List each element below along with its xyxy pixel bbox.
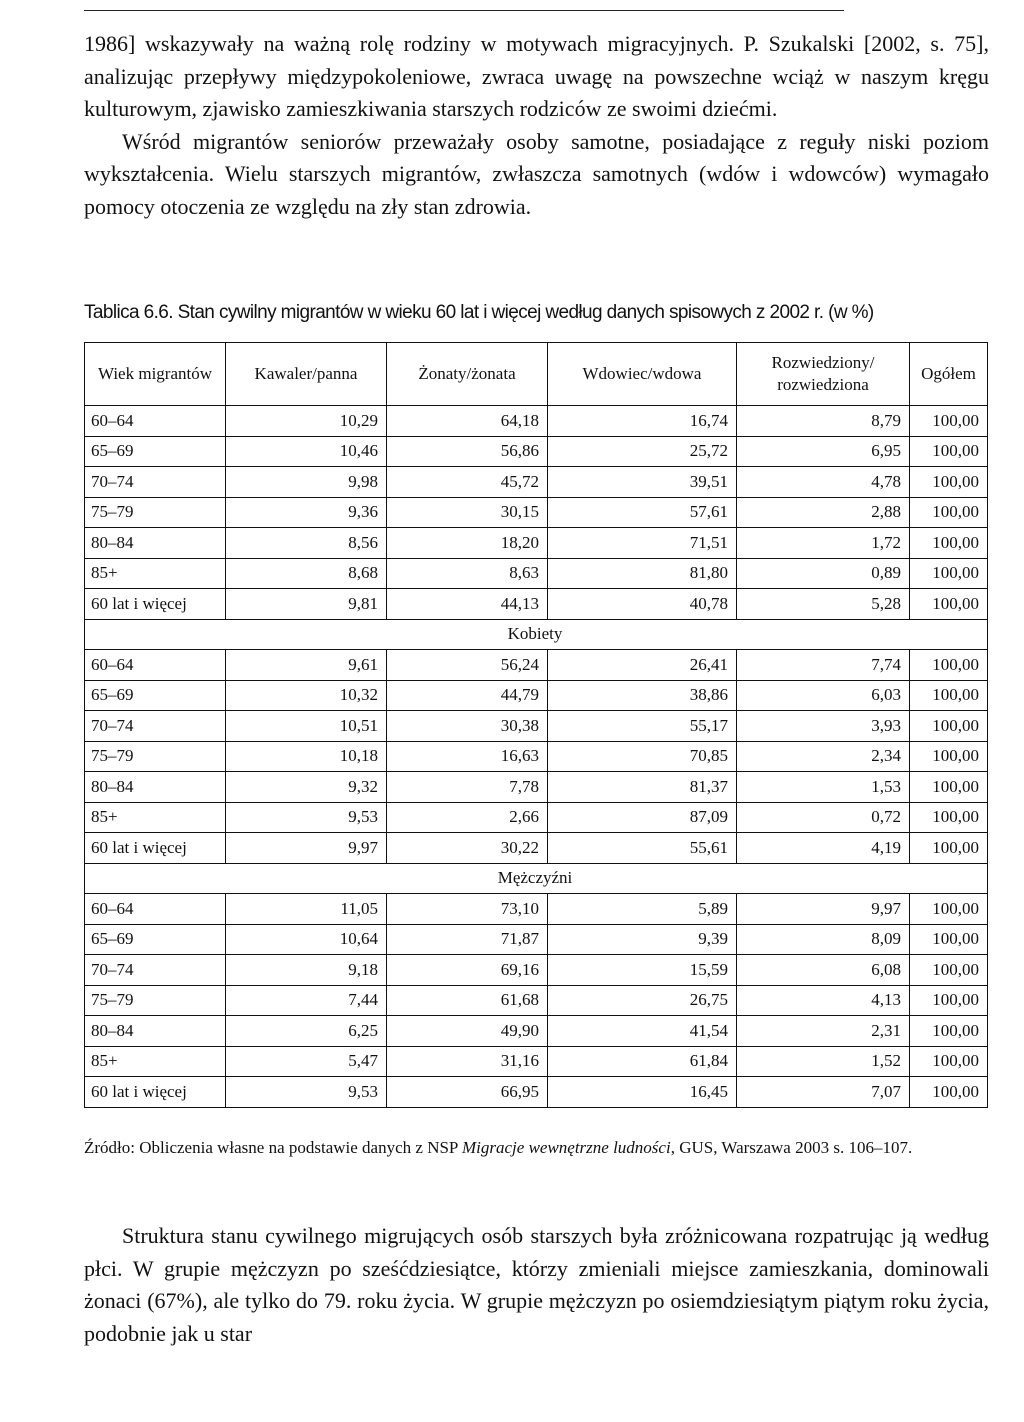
value-cell: 100,00 — [910, 924, 988, 955]
age-cell: 80–84 — [85, 1016, 226, 1047]
value-cell: 100,00 — [910, 711, 988, 742]
value-cell: 5,28 — [737, 589, 910, 620]
value-cell: 4,19 — [737, 833, 910, 864]
age-cell: 85+ — [85, 802, 226, 833]
table-row — [85, 1077, 988, 1108]
table-row — [85, 924, 988, 955]
value-cell: 39,51 — [548, 467, 737, 498]
value-cell: 100,00 — [910, 1016, 988, 1047]
value-cell: 100,00 — [910, 1077, 988, 1108]
value-cell: 61,68 — [387, 985, 548, 1016]
table-row — [85, 1046, 988, 1077]
age-cell: 75–79 — [85, 497, 226, 528]
header-divorced: Rozwiedziony/ rozwiedziona — [737, 343, 910, 406]
value-cell: 73,10 — [387, 894, 548, 925]
paragraph-1a: 1986] wskazywały na ważną rolę rodziny w motywach migracyjnych. P. Szukalski [2002, s. 75], analizując przepływy międzypokoleniowe, zwraca uwagę na powszechne wciąż w naszym kręgu kulturowym, zjawisko zamieszkiwania starszych rodziców ze swoimi dziećmi. — [84, 31, 989, 121]
table-row — [85, 467, 988, 498]
value-cell: 26,41 — [548, 650, 737, 681]
table-row — [85, 894, 988, 925]
age-cell: 65–69 — [85, 680, 226, 711]
value-cell: 8,68 — [226, 558, 387, 589]
value-cell: 16,74 — [548, 406, 737, 437]
table-row — [85, 406, 988, 437]
table-row — [85, 1016, 988, 1047]
value-cell: 100,00 — [910, 772, 988, 803]
value-cell: 38,86 — [548, 680, 737, 711]
age-cell: 60 lat i więcej — [85, 833, 226, 864]
value-cell: 9,53 — [226, 1077, 387, 1108]
table-row — [85, 650, 988, 681]
value-cell: 44,79 — [387, 680, 548, 711]
table-row — [85, 833, 988, 864]
section-label: Mężczyźni — [85, 863, 988, 894]
table-row — [85, 772, 988, 803]
value-cell: 9,97 — [737, 894, 910, 925]
value-cell: 87,09 — [548, 802, 737, 833]
table-body — [85, 406, 988, 1108]
header-married: Żonaty/żonata — [387, 343, 548, 406]
age-cell: 70–74 — [85, 955, 226, 986]
section-label: Kobiety — [85, 619, 988, 650]
age-cell: 60 lat i więcej — [85, 1077, 226, 1108]
value-cell: 8,56 — [226, 528, 387, 559]
value-cell: 100,00 — [910, 741, 988, 772]
value-cell: 3,93 — [737, 711, 910, 742]
value-cell: 9,98 — [226, 467, 387, 498]
value-cell: 8,63 — [387, 558, 548, 589]
table-header-row — [85, 343, 988, 406]
value-cell: 31,16 — [387, 1046, 548, 1077]
value-cell: 30,22 — [387, 833, 548, 864]
age-cell: 75–79 — [85, 985, 226, 1016]
value-cell: 66,95 — [387, 1077, 548, 1108]
value-cell: 57,61 — [548, 497, 737, 528]
value-cell: 10,51 — [226, 711, 387, 742]
value-cell: 10,18 — [226, 741, 387, 772]
value-cell: 56,24 — [387, 650, 548, 681]
age-cell: 60–64 — [85, 650, 226, 681]
table-row — [85, 680, 988, 711]
intro-paragraphs — [84, 28, 989, 223]
header-rule — [84, 10, 844, 11]
value-cell: 4,13 — [737, 985, 910, 1016]
age-cell: 85+ — [85, 558, 226, 589]
table-row — [85, 589, 988, 620]
value-cell: 81,37 — [548, 772, 737, 803]
value-cell: 8,79 — [737, 406, 910, 437]
value-cell: 100,00 — [910, 528, 988, 559]
value-cell: 4,78 — [737, 467, 910, 498]
value-cell: 100,00 — [910, 985, 988, 1016]
value-cell: 100,00 — [910, 467, 988, 498]
value-cell: 5,47 — [226, 1046, 387, 1077]
value-cell: 2,88 — [737, 497, 910, 528]
table-row — [85, 528, 988, 559]
value-cell: 6,95 — [737, 436, 910, 467]
paragraph-1b: Wśród migrantów seniorów przeważały osoby samotne, posiadające z reguły niski poziom wykształcenia. Wielu starszych migrantów, zwłaszcza samotnych (wdów i wdowców) wymagało pomocy otoczenia ze względu na zły stan zdrowia. — [84, 128, 989, 219]
source-prefix: Źródło: Obliczenia własne na podstawie danych z NSP — [84, 1138, 462, 1157]
value-cell: 2,31 — [737, 1016, 910, 1047]
table-row — [85, 802, 988, 833]
table-row — [85, 497, 988, 528]
table-row — [85, 741, 988, 772]
value-cell: 56,86 — [387, 436, 548, 467]
value-cell: 7,07 — [737, 1077, 910, 1108]
value-cell: 9,53 — [226, 802, 387, 833]
value-cell: 2,66 — [387, 802, 548, 833]
value-cell: 40,78 — [548, 589, 737, 620]
table-row — [85, 711, 988, 742]
header-single: Kawaler/panna — [226, 343, 387, 406]
value-cell: 61,84 — [548, 1046, 737, 1077]
value-cell: 6,08 — [737, 955, 910, 986]
value-cell: 49,90 — [387, 1016, 548, 1047]
value-cell: 1,72 — [737, 528, 910, 559]
section-row — [85, 619, 988, 650]
value-cell: 16,63 — [387, 741, 548, 772]
marital-status-table — [84, 342, 988, 1108]
value-cell: 9,61 — [226, 650, 387, 681]
value-cell: 55,61 — [548, 833, 737, 864]
age-cell: 60–64 — [85, 406, 226, 437]
value-cell: 6,03 — [737, 680, 910, 711]
value-cell: 71,51 — [548, 528, 737, 559]
value-cell: 55,17 — [548, 711, 737, 742]
value-cell: 9,32 — [226, 772, 387, 803]
value-cell: 30,38 — [387, 711, 548, 742]
value-cell: 100,00 — [910, 1046, 988, 1077]
value-cell: 70,85 — [548, 741, 737, 772]
value-cell: 100,00 — [910, 436, 988, 467]
value-cell: 81,80 — [548, 558, 737, 589]
age-cell: 70–74 — [85, 711, 226, 742]
age-cell: 65–69 — [85, 924, 226, 955]
value-cell: 7,74 — [737, 650, 910, 681]
value-cell: 100,00 — [910, 497, 988, 528]
value-cell: 100,00 — [910, 833, 988, 864]
table-row — [85, 558, 988, 589]
value-cell: 9,39 — [548, 924, 737, 955]
table-caption: Tablica 6.6. Stan cywilny migrantów w wieku 60 lat i więcej według danych spisowych z 2002 r. (w %) — [84, 302, 874, 323]
value-cell: 100,00 — [910, 650, 988, 681]
header-age: Wiek migrantów — [85, 343, 226, 406]
value-cell: 100,00 — [910, 802, 988, 833]
value-cell: 11,05 — [226, 894, 387, 925]
value-cell: 100,00 — [910, 680, 988, 711]
value-cell: 45,72 — [387, 467, 548, 498]
value-cell: 5,89 — [548, 894, 737, 925]
value-cell: 16,45 — [548, 1077, 737, 1108]
value-cell: 100,00 — [910, 558, 988, 589]
age-cell: 70–74 — [85, 467, 226, 498]
value-cell: 25,72 — [548, 436, 737, 467]
table-row — [85, 955, 988, 986]
age-cell: 75–79 — [85, 741, 226, 772]
value-cell: 9,36 — [226, 497, 387, 528]
header-total: Ogółem — [910, 343, 988, 406]
value-cell: 0,89 — [737, 558, 910, 589]
table-row — [85, 985, 988, 1016]
value-cell: 6,25 — [226, 1016, 387, 1047]
value-cell: 1,52 — [737, 1046, 910, 1077]
value-cell: 18,20 — [387, 528, 548, 559]
age-cell: 60–64 — [85, 894, 226, 925]
value-cell: 100,00 — [910, 894, 988, 925]
age-cell: 80–84 — [85, 772, 226, 803]
value-cell: 7,44 — [226, 985, 387, 1016]
value-cell: 69,16 — [387, 955, 548, 986]
age-cell: 85+ — [85, 1046, 226, 1077]
value-cell: 8,09 — [737, 924, 910, 955]
source-title: Migracje wewnętrzne ludności — [462, 1138, 671, 1157]
value-cell: 7,78 — [387, 772, 548, 803]
value-cell: 10,29 — [226, 406, 387, 437]
header-widowed: Wdowiec/wdowa — [548, 343, 737, 406]
value-cell: 100,00 — [910, 406, 988, 437]
value-cell: 26,75 — [548, 985, 737, 1016]
paragraph-2: Struktura stanu cywilnego migrujących osób starszych była zróżnicowana rozpatrując ją według płci. W grupie mężczyzn po sześćdziesiątce, którzy zmieniali miejsce zamieszkania, dominowali żonaci (67%), ale tylko do 79. roku życia. W grupie mężczyzn po osiemdziesiątym piątym roku życia, podobnie jak u star — [84, 1223, 989, 1346]
value-cell: 9,81 — [226, 589, 387, 620]
section-row — [85, 863, 988, 894]
value-cell: 71,87 — [387, 924, 548, 955]
value-cell: 44,13 — [387, 589, 548, 620]
value-cell: 9,97 — [226, 833, 387, 864]
source-note — [84, 1136, 989, 1160]
age-cell: 80–84 — [85, 528, 226, 559]
value-cell: 100,00 — [910, 955, 988, 986]
age-cell: 60 lat i więcej — [85, 589, 226, 620]
age-cell: 65–69 — [85, 436, 226, 467]
value-cell: 10,46 — [226, 436, 387, 467]
value-cell: 30,15 — [387, 497, 548, 528]
value-cell: 0,72 — [737, 802, 910, 833]
source-suffix: , GUS, Warszawa 2003 s. 106–107. — [670, 1138, 913, 1157]
value-cell: 2,34 — [737, 741, 910, 772]
value-cell: 15,59 — [548, 955, 737, 986]
value-cell: 9,18 — [226, 955, 387, 986]
value-cell: 1,53 — [737, 772, 910, 803]
closing-paragraph — [84, 1220, 989, 1350]
value-cell: 100,00 — [910, 589, 988, 620]
value-cell: 41,54 — [548, 1016, 737, 1047]
table-row — [85, 436, 988, 467]
value-cell: 10,32 — [226, 680, 387, 711]
value-cell: 10,64 — [226, 924, 387, 955]
value-cell: 64,18 — [387, 406, 548, 437]
